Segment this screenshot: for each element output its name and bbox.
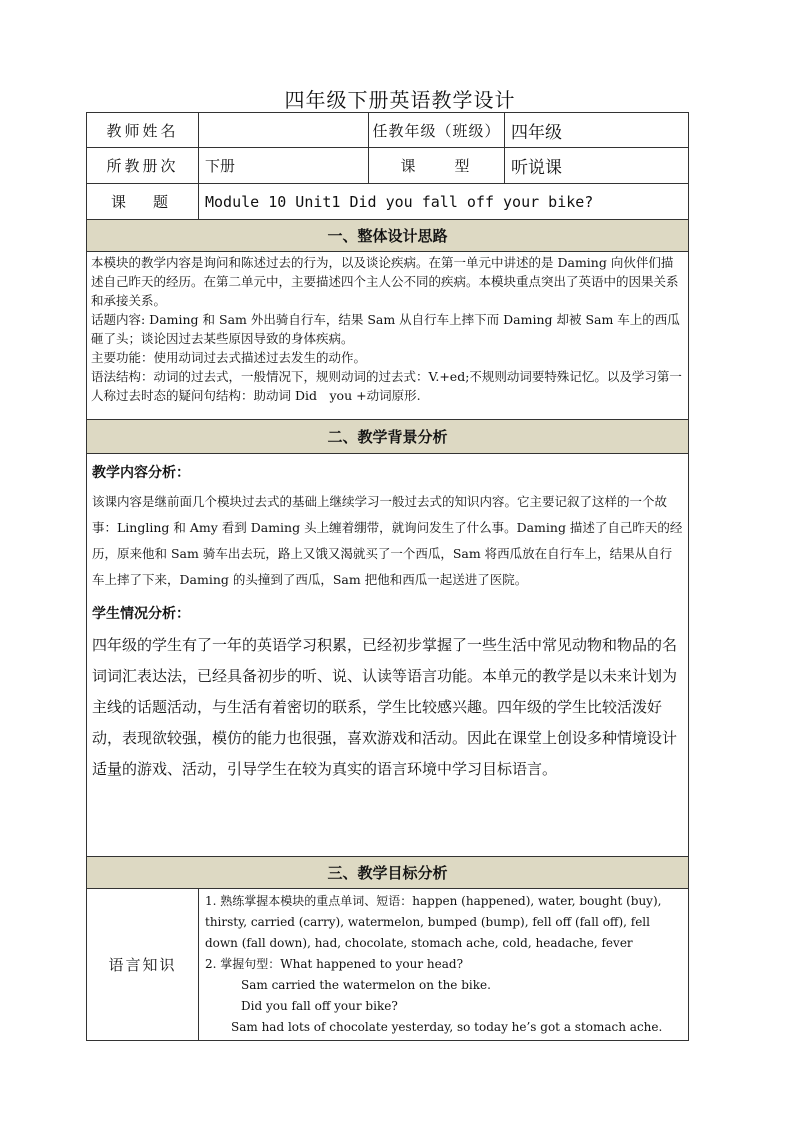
book-label: 所教册次 [87, 148, 199, 184]
teacher-value [199, 113, 369, 148]
section1-paragraph: 本模块的教学内容是询问和陈述过去的行为，以及谈论疾病。在第一单元中讲述的是 Daming 向伙伴们描述自己昨天的经历。在第二单元中，主要描述四个主人公不同的疾病。本模块重点突出了英语中的因果关系和承接关系。 [91, 255, 679, 308]
goal-item-2: 2. 掌握句型：What happened to your head? [205, 957, 464, 971]
teacher-row [87, 113, 689, 148]
topic-row [87, 184, 689, 220]
document-title: 四年级下册英语教学设计 [284, 88, 516, 112]
topic-label: 课 题 [87, 184, 199, 220]
section2-heading: 二、教学背景分析 [87, 420, 689, 454]
goal-sentence: Sam carried the watermelon on the bike. [241, 978, 491, 992]
section1-body [87, 252, 689, 420]
section1-heading: 一、整体设计思路 [87, 220, 689, 252]
section3-header-row [87, 857, 689, 889]
grade-label: 任教年级（班级） [369, 113, 505, 148]
section1-paragraph: 话题内容: Daming 和 Sam 外出骑自行车，结果 Sam 从自行车上摔下而 Daming 却被 Sam 车上的西瓜砸了头；谈论因过去某些原因导致的身体疾病。 [91, 312, 680, 346]
student-analysis-text: 四年级的学生有了一年的英语学习积累，已经初步掌握了一些生活中常见动物和物品的名词词汇表达法，已经具备初步的听、说、认读等语言功能。本单元的教学是以未来计划为主线的话题活动，与生活有着密切的联系，学生比较感兴趣。四年级的学生比较活泼好动，表现欲较强，模仿的能力也很强，喜欢游戏和活动。因此在课堂上创设多种情境设计适量的游戏、活动，引导学生在较为真实的语言环境中学习目标语言。 [92, 636, 678, 778]
section2-body [87, 454, 689, 857]
grade-value: 四年级 [505, 113, 689, 148]
book-value: 下册 [199, 148, 369, 184]
section3-heading: 三、教学目标分析 [87, 857, 689, 889]
content-analysis-text: 该课内容是继前面几个模块过去式的基础上继续学习一般过去式的知识内容。它主要记叙了这样的一个故事：Lingling 和 Amy 看到 Daming 头上缠着绷带，就询问发生了什么事。Daming 描述了自己昨天的经历，原来他和 Sam 骑车出去玩，路上又饿又渴就买了一个西瓜，Sam 将西瓜放在自行车上，结果从自行车上摔了下来，Daming 的头撞到了西瓜，Sam 把他和西瓜一起送进了医院。 [92, 494, 683, 587]
goal-sentence: Did you fall off your bike? [241, 999, 398, 1013]
lesson-plan-table [86, 112, 689, 1041]
goal-sentence: Sam had lots of chocolate yesterday, so today he’s got a stomach ache. [231, 1020, 663, 1034]
type-value: 听说课 [505, 148, 689, 184]
section1-header-row [87, 220, 689, 252]
content-analysis-heading: 教学内容分析： [92, 465, 190, 481]
book-row [87, 148, 689, 184]
teacher-label: 教师姓名 [87, 113, 199, 148]
student-analysis-heading: 学生情况分析： [92, 606, 190, 622]
section2-body-row [87, 454, 689, 857]
language-knowledge-label: 语言知识 [87, 889, 199, 1041]
section1-paragraph: 主要功能：使用动词过去式描述过去发生的动作。 [91, 350, 367, 365]
goal-item-1: 1. 熟练掌握本模块的重点单词、短语：happen (happened), water, bought (buy), thirsty, carried (carry), watermelon, bumped (bump), fell off (fall off), fell down (fall down), had, chocolate, stomach ache, cold, headache, fever [205, 894, 662, 950]
language-knowledge-content [199, 889, 689, 1041]
section1-body-row [87, 252, 689, 420]
section1-paragraph: 语法结构：动词的过去式，一般情况下，规则动词的过去式：V.+ed;不规则动词要特殊记忆。以及学习第一人称过去时态的疑问句结构：助动词 Did you +动词原形. [91, 369, 682, 403]
type-label: 课 型 [369, 148, 505, 184]
topic-value: Module 10 Unit1 Did you fall off your bike? [199, 184, 689, 220]
section2-header-row [87, 420, 689, 454]
language-knowledge-row [87, 889, 689, 1041]
